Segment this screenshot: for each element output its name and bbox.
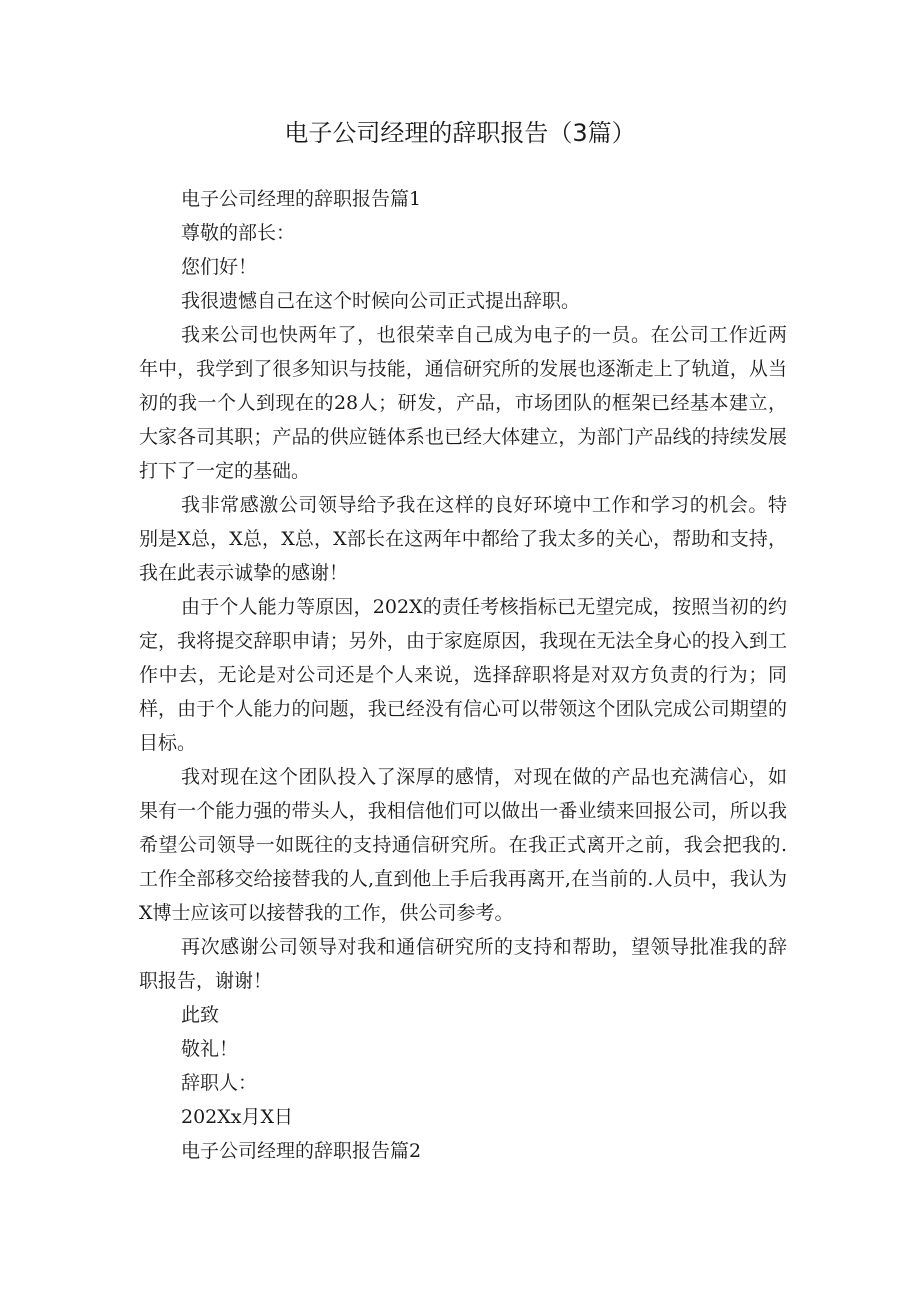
body-paragraph: 再次感谢公司领导对我和通信研究所的支持和帮助，望领导批准我的辞职报告，谢谢！: [139, 936, 787, 992]
salutation: 尊敬的部长：: [181, 222, 296, 244]
body-paragraph: 由于个人能力等原因，202X的责任考核指标已无望完成，按照当初的约定，我将提交辞职申请；另外，由于家庭原因，我现在无法全身心的投入到工作中去，无论是对公司还是个人来说，选择辞职将是对双方负责的行为；同样，由于个人能力的问题，我已经没有信心可以带领这个团队完成公司期望的目标。: [139, 596, 787, 754]
page-title: 电子公司经理的辞职报告（3篇）: [284, 119, 636, 147]
body-paragraph: 我非常感激公司领导给予我在这样的良好环境中工作和学习的机会。特别是X总，X总，X总，X部长在这两年中都给了我太多的关心，帮助和支持，我在此表示诚挚的感谢！: [139, 494, 787, 584]
date: 202Xx月X日: [181, 1106, 294, 1128]
section-heading-2: 电子公司经理的辞职报告篇2: [181, 1140, 422, 1162]
greeting: 您们好！: [181, 256, 258, 278]
signer-label: 辞职人：: [181, 1072, 258, 1094]
body-paragraph: 我对现在这个团队投入了深厚的感情，对现在做的产品也充满信心，如果有一个能力强的带头人，我相信他们可以做出一番业绩来回报公司，所以我希望公司领导一如既往的支持通信研究所。在我正式离开之前，我会把我的.工作全部移交给接替我的人,直到他上手后我再离开,在当前的.人员中，我认为X博士应该可以接替我的工作，供公司参考。: [139, 766, 787, 924]
section-heading-1: 电子公司经理的辞职报告篇1: [181, 188, 422, 210]
body-paragraph: 我来公司也快两年了，也很荣幸自己成为电子的一员。在公司工作近两年中，我学到了很多知识与技能，通信研究所的发展也逐渐走上了轨道，从当初的我一个人到现在的28人；研发，产品，市场团队的框架已经基本建立，大家各司其职；产品的供应链体系也已经大体建立，为部门产品线的持续发展打下了一定的基础。: [139, 324, 787, 482]
body-paragraph: 我很遗憾自己在这个时候向公司正式提出辞职。: [181, 290, 581, 312]
regards: 敬礼！: [181, 1038, 239, 1060]
closing: 此致: [181, 1004, 220, 1026]
document-body: [139, 182, 787, 1168]
